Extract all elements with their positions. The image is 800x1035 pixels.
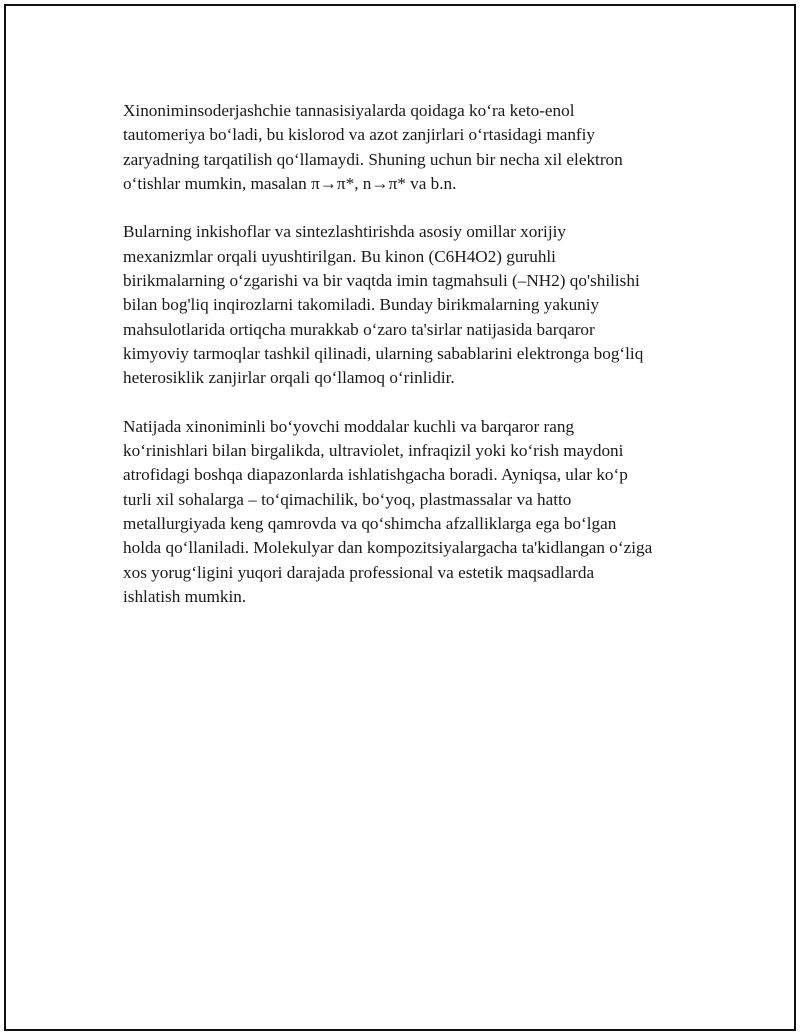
text-line: holda qo‘llaniladi. Molekulyar dan kompozitsiyalargacha ta'kidlangan o‘ziga <box>123 538 653 558</box>
text-line: bilan bog'liq inqirozlarni takomiladi. Bunday birikmalarning yakuniy <box>123 295 600 315</box>
text-line: ishlatish mumkin. <box>123 586 247 606</box>
page-frame <box>4 4 796 1031</box>
text-line: tautomeriya bo‘ladi, bu kislorod va azot zanjirlari o‘rtasidagi manfiy <box>123 125 596 145</box>
text-line: o‘tishlar mumkin, masalan π→π*, n→π* va b.n. <box>123 173 457 193</box>
text-line: metallurgiyada keng qamrovda va qo‘shimcha afzalliklarga ega bo‘lgan <box>123 514 617 534</box>
paragraph-2 <box>123 220 703 390</box>
paragraph-1 <box>123 99 703 196</box>
text-line: atrofidagi boshqa diapazonlarda ishlatishgacha boradi. Ayniqsa, ular ko‘p <box>123 465 628 485</box>
text-line: mexanizmlar orqali uyushtirilgan. Bu kinon (C6H4O2) guruhli <box>123 246 556 266</box>
text-line: kimyoviy tarmoqlar tashkil qilinadi, ularning sabablarini elektronga bog‘liq <box>123 343 644 363</box>
text-line: birikmalarning o‘zgarishi va bir vaqtda imin tagmahsuli (–NH2) qo'shilishi <box>123 271 640 291</box>
text-line: ko‘rinishlari bilan birgalikda, ultraviolet, infraqizil yoki ko‘rish maydoni <box>123 441 624 461</box>
text-line: Bularning inkishoflar va sintezlashtirishda asosiy omillar xorijiy <box>123 222 566 242</box>
text-line: heterosiklik zanjirlar orqali qo‘llamoq o‘rinlidir. <box>123 368 455 388</box>
text-line: zaryadning tarqatilish qo‘llamaydi. Shuning uchun bir necha xil elektron <box>123 149 623 169</box>
paragraph-3 <box>123 415 703 609</box>
text-line: turli xil sohalarga – to‘qimachilik, bo‘yoq, plastmassalar va hatto <box>123 489 572 509</box>
document-body <box>123 99 703 634</box>
text-line: Natijada xinoniminli bo‘yovchi moddalar kuchli va barqaror rang <box>123 416 575 436</box>
text-line: mahsulotlarida ortiqcha murakkab o‘zaro ta'sirlar natijasida barqaror <box>123 319 595 339</box>
text-line: Xinoniminsoderjashchie tannasisiyalarda qoidaga ko‘ra keto-enol <box>123 101 575 120</box>
text-line: xos yorug‘ligini yuqori darajada professional va estetik maqsadlarda <box>123 562 595 582</box>
